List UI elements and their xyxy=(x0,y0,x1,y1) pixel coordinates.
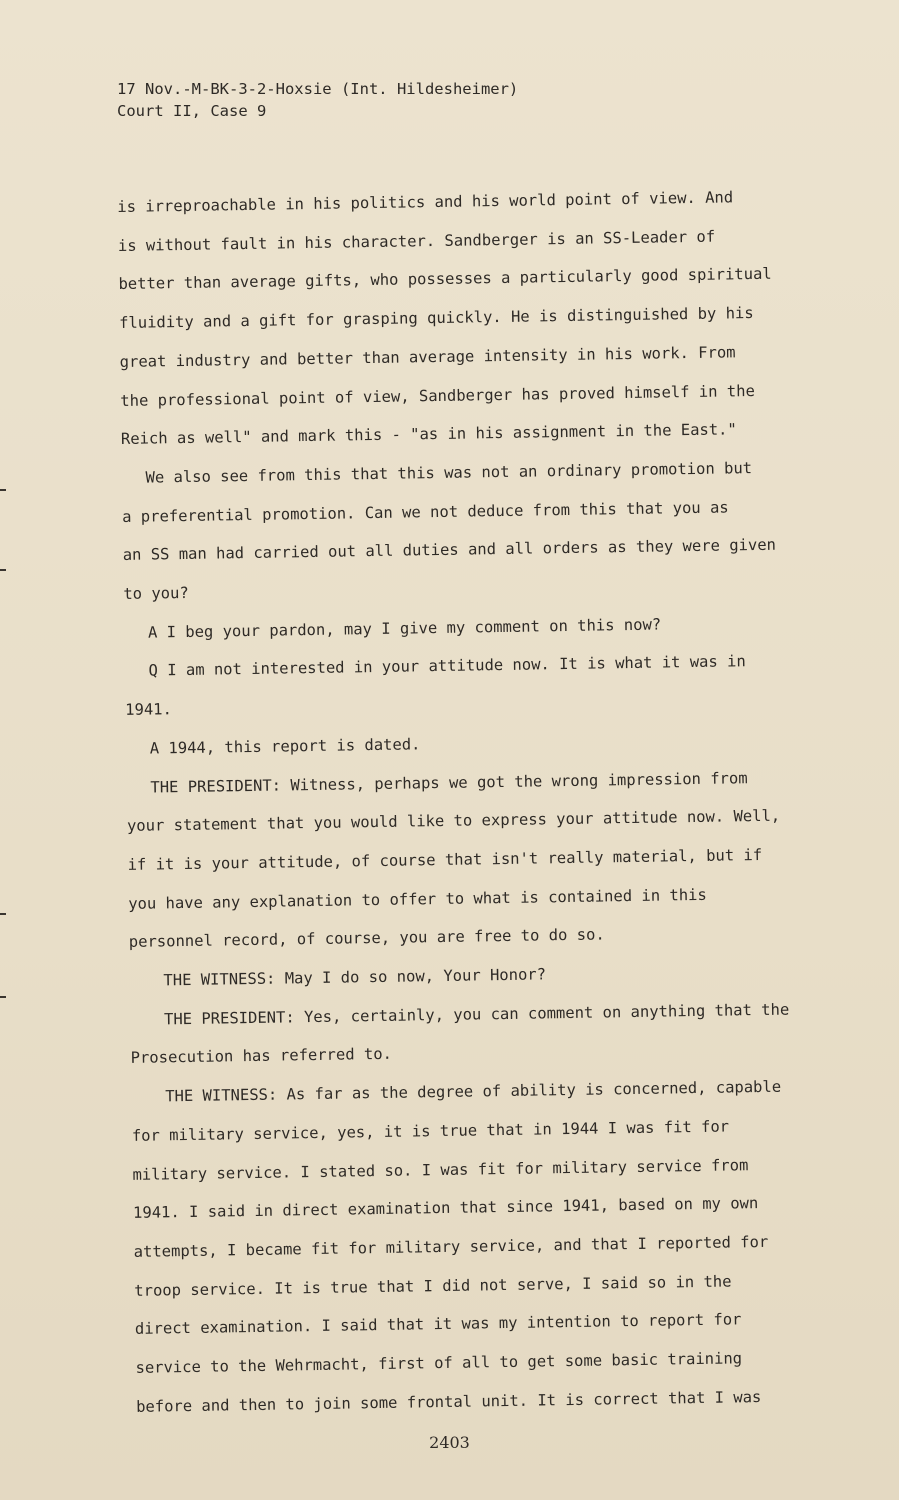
text-line: you have any explanation to offer to what is contained in this xyxy=(128,885,707,913)
text-line: if it is your attitude, of course that isn't really material, but if xyxy=(127,845,763,874)
speaker-line: THE WITNESS: As far as the degree of ability is concerned, capable xyxy=(165,1077,782,1106)
text-line: before and then to join some frontal unit. It is correct that I was xyxy=(136,1387,762,1416)
text-line: a preferential promotion. Can we not deduce from this that you as xyxy=(122,498,729,526)
answer-line: A 1944, this report is dated. xyxy=(149,735,421,758)
margin-mark xyxy=(0,569,6,571)
text-line: an SS man had carried out all duties and all orders as they were given xyxy=(122,536,777,565)
speaker-line: THE WITNESS: May I do so now, Your Honor? xyxy=(163,965,547,990)
text-line: 1941. I said in direct examination that since 1941, based on my own xyxy=(132,1194,759,1223)
margin-mark xyxy=(0,996,6,998)
text-line: Prosecution has referred to. xyxy=(130,1045,393,1068)
speaker-line: THE PRESIDENT: Yes, certainly, you can comment on anything that the xyxy=(163,1000,790,1029)
header-line-1: 17 Nov.-M-BK-3-2-Hoxsie (Int. Hildesheimer) xyxy=(117,80,519,98)
transcript-body xyxy=(117,177,836,1426)
text-line: great industry and better than average intensity in his work. From xyxy=(119,343,736,371)
document-header xyxy=(117,78,518,122)
text-line: is without fault in his character. Sandberger is an SS-Leader of xyxy=(117,227,716,255)
text-line: the professional point of view, Sandberger has proved himself in the xyxy=(120,381,755,410)
text-line: fluidity and a gift for grasping quickly. He is distinguished by his xyxy=(118,304,754,333)
text-line: 1941. xyxy=(125,700,173,720)
text-line: Reich as well" and mark this - "as in his assignment in the East." xyxy=(120,420,737,449)
question-line: Q I am not interested in your attitude now. It is what it was in xyxy=(148,652,746,680)
text-line: direct examination. I said that it was my intention to report for xyxy=(134,1310,742,1339)
margin-mark xyxy=(0,913,6,915)
text-line: to you? xyxy=(123,583,189,603)
text-line: for military service, yes, it is true that in 1944 I was fit for xyxy=(131,1117,730,1145)
speaker-line: THE PRESIDENT: Witness, perhaps we got the wrong impression from xyxy=(150,768,748,797)
text-line: service to the Wehrmacht, first of all to get some basic training xyxy=(135,1349,743,1377)
answer-line: A I beg your pardon, may I give my comment on this now? xyxy=(147,615,662,642)
header-line-2: Court II, Case 9 xyxy=(117,102,267,120)
text-line: We also see from this that this was not an ordinary promotion but xyxy=(145,458,753,487)
text-line: attempts, I became fit for military service, and that I reported for xyxy=(133,1232,769,1261)
text-line: is irreproachable in his politics and his world point of view. And xyxy=(117,188,734,216)
text-line: personnel record, of course, you are free to do so. xyxy=(128,925,605,952)
text-line: better than average gifts, who possesses a particularly good spiritual xyxy=(118,265,772,294)
text-line: your statement that you would like to express your attitude now. Well, xyxy=(126,806,781,836)
text-line: troop service. It is true that I did not serve, I said so in the xyxy=(134,1272,732,1300)
text-line: military service. I stated so. I was fit for military service from xyxy=(132,1155,749,1184)
page-number: 2403 xyxy=(429,1433,470,1452)
margin-mark xyxy=(0,489,6,491)
